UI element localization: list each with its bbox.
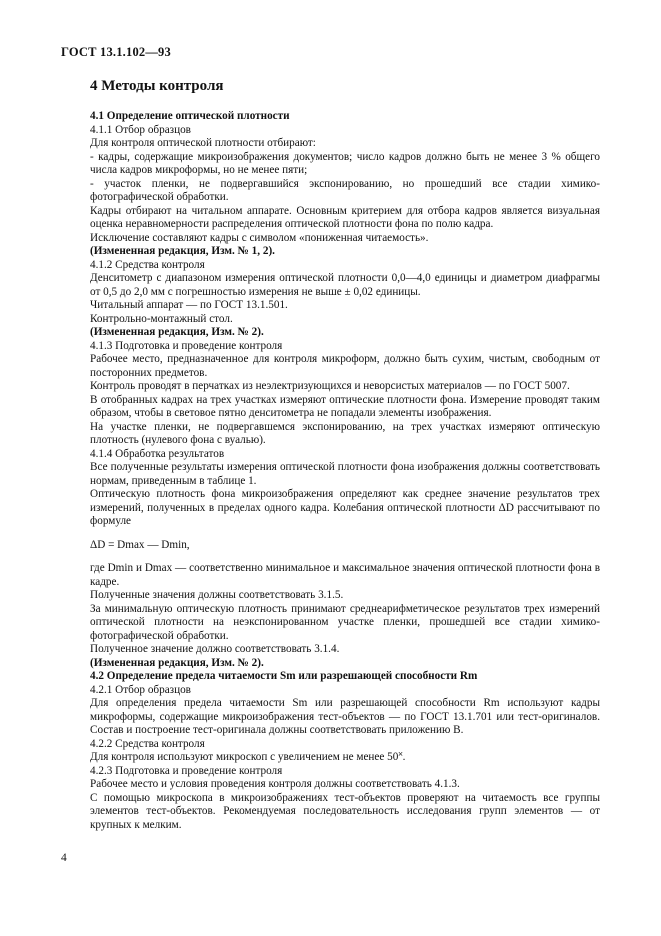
formula: ΔD = Dmax — Dmin, (90, 538, 190, 551)
paragraph: С помощью микроскопа в микроизображениях тест-объектов проверяют на читаемость все группы элементов тест-объектов. Рекомендуемая последовательность исследования групп элементов — от крупных к мелким. (90, 791, 600, 831)
paragraph: 4.1.2 Средства контроля (90, 258, 205, 271)
paragraph: Рабочее место и условия проведения контроля должны соответствовать 4.1.3. (90, 778, 460, 790)
paragraph: 4.2.1 Отбор образцов (90, 683, 191, 696)
paragraph: 4.1.1 Отбор образцов (90, 123, 191, 136)
paragraph: Денситометр с диапазоном измерения оптической плотности 0,0—4,0 единицы и диаметром диафрагмы от 0,5 до 2,0 мм с погрешностью измерения не выше ± 0,02 единицы. (90, 272, 600, 298)
paragraph: Полученные значения должны соответствовать 3.1.5. (90, 589, 344, 601)
paragraph: - кадры, содержащие микроизображения документов; число кадров должно быть не менее 3 % общего числа кадров микроформы, но не менее пяти; (90, 150, 600, 176)
paragraph: Для определения предела читаемости Sm или разрешающей способности Rm используют кадры микроформы, содержащие микроизображения тест-объектов — по ГОСТ 13.1.701 или тест-оригиналов. Состав и построение тест-оригинала должны соответствовать приложению В. (90, 697, 600, 736)
document-body (90, 110, 600, 832)
paragraph: (Измененная редакция, Изм. № 2). (90, 656, 264, 669)
paragraph: Полученное значение должно соответствовать 3.1.4. (90, 643, 340, 655)
page-number: 4 (61, 852, 67, 864)
paragraph: 4.2.2 Средства контроля (90, 737, 205, 750)
paragraph: В отобранных кадрах на трех участках измеряют оптические плотности фона. Измерение проводят таким образом, чтобы в световое пятно денситометра не попадали элементы изображения. (90, 393, 600, 419)
paragraph: Оптическую плотность фона микроизображения определяют как среднее значение результатов трех измерений, полученных в пределах одного кадра. Колебания оптической плотности ΔD рассчитывают по формуле (90, 488, 600, 527)
paragraph: 4.2 Определение предела читаемости Sm или разрешающей способности Rm (90, 670, 478, 682)
paragraph: - участок пленки, не подвергавшийся экспонированию, но прошедший все стадии химико-фотографической обработки. (90, 177, 600, 203)
paragraph: Читальный аппарат — по ГОСТ 13.1.501. (90, 299, 288, 311)
paragraphs-part-2 (90, 589, 600, 832)
paragraph: Контрольно-монтажный стол. (90, 312, 233, 325)
paragraph: На участке пленки, не подвергавшемся экспонированию, на трех участках измеряют оптическую плотность (нулевого фона с вуалью). (90, 420, 600, 446)
section-title: 4 Методы контроля (90, 78, 224, 94)
paragraph: (Измененная редакция, Изм. № 2). (90, 326, 264, 338)
formula-note: где Dmin и Dmax — соответственно минимальное и максимальное значения оптической плотности фона в кадре. (90, 562, 600, 588)
paragraph: 4.1.4 Обработка результатов (90, 447, 225, 460)
paragraph: 4.1.3 Подготовка и проведение контроля (90, 339, 283, 352)
paragraph: За минимальную оптическую плотность принимают среднеарифметическое результатов трех измерений оптической плотности на неэкспонированном участке пленки, прошедшей все стадии химико-фотографической обработки. (90, 602, 600, 642)
document-header: ГОСТ 13.1.102—93 (61, 45, 171, 59)
paragraph: Исключение составляют кадры с символом «пониженная читаемость». (90, 231, 429, 244)
paragraph: Все полученные результаты измерения оптической плотности фона изображения должны соответствовать нормам, приведенным в таблице 1. (90, 461, 600, 487)
paragraph: 4.1 Определение оптической плотности (90, 110, 290, 122)
paragraph: Для контроля оптической плотности отбирают: (90, 137, 316, 149)
paragraph: Рабочее место, предназначенное для контроля микроформ, должно быть сухим, чистым, свободным от посторонних предметов. (90, 353, 600, 379)
paragraph: Кадры отбирают на читальном аппарате. Основным критерием для отбора кадров является визуальная оценка неравномерности распределения оптической плотности фона по полю кадра. (90, 204, 600, 230)
paragraph: Для контроля используют микроскоп с увеличением не менее 50˟. (90, 751, 406, 763)
paragraph: Контроль проводят в перчатках из неэлектризующихся и неворсистых материалов — по ГОСТ 5007. (90, 380, 570, 392)
paragraph: 4.2.3 Подготовка и проведение контроля (90, 764, 283, 777)
paragraph: (Измененная редакция, Изм. № 1, 2). (90, 245, 275, 257)
paragraphs-part-1 (90, 110, 600, 529)
